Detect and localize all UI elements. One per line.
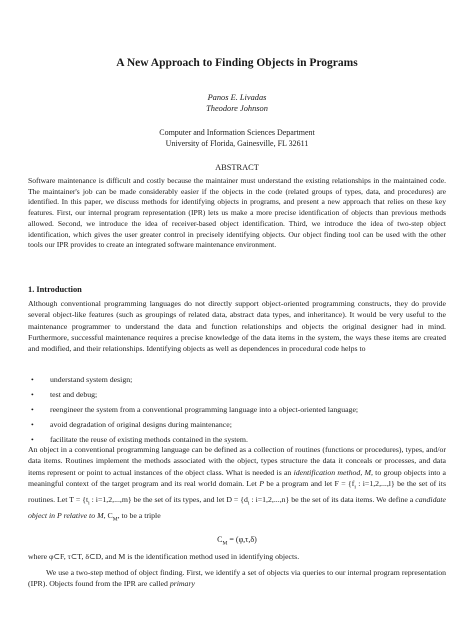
paragraph: where φ⊂F, τ⊂T, δ⊂D, and M is the identification method used in identifying objects. bbox=[28, 552, 300, 561]
author-name: Theodore Johnson bbox=[206, 104, 268, 113]
abstract-heading: ABSTRACT bbox=[215, 163, 259, 172]
abstract-text: Software maintenance is difficult and costly because the maintainer must understand the existing relationships in the maintained code. The maintainer's job can be made considerably easier if the objects in the code (related groups of types, data, and procedures) are identified. In this paper, we discuss methods for identifying objects in programs, and present a new approach that relies on these key features. First, our internal program representation (IPR) lets us make a more precise identification of objects than previous methods allowed. Second, we introduce the idea of receiver-based object identification. Third, we introduce the idea of two-step object identification, which gives the user greater control in precisely identifying objects. Our object finding tool can be used with the other tools our IPR provides to create an integrated software maintenance environment. bbox=[28, 176, 446, 250]
bullet-marker: • bbox=[31, 419, 34, 429]
paper-page bbox=[28, 0, 446, 630]
text-run: be a program and let F = {f bbox=[263, 478, 355, 488]
text-run: : i=1,2,...,l} be the set of its routines. Let T = {t bbox=[28, 478, 446, 504]
bullet-marker: • bbox=[31, 375, 34, 384]
text-run: C bbox=[105, 510, 113, 520]
list-item-text: avoid degradation of original designs during maintenance; bbox=[50, 419, 232, 429]
list-item bbox=[28, 404, 446, 415]
text-run: : i=1,2,...,m} be the set of its types, and let D = {d bbox=[89, 494, 248, 504]
list-item-text: reengineer the system from a conventional programming language into a object-oriented language; bbox=[50, 404, 359, 414]
list-item-text: facilitate the reuse of existing methods contained in the system. bbox=[50, 434, 248, 444]
author-list bbox=[28, 92, 446, 114]
bullet-marker: • bbox=[31, 434, 34, 444]
text-run: , to be a triple bbox=[117, 510, 161, 520]
affiliation-line: Computer and Information Sciences Department bbox=[159, 128, 315, 137]
list-item bbox=[28, 419, 446, 430]
formula-text: = (φ,τ,δ) bbox=[227, 535, 257, 544]
bullet-marker: • bbox=[31, 404, 34, 414]
intro-paragraph: Although conventional programming languages do not directly support object-oriented programming constructs, they do provide several object-like features (such as groupings of related data, abstract data types, and inheritance). It would be very useful to the maintenance programmer to understand the data and function relationships and objects the original designer had in mind. Furthermore, successful maintenance requires a precise knowledge of the data items in the system, the ways these items are created and modified, and their relationships. Identifying objects as well as dependences in procedural code helps to bbox=[28, 299, 446, 354]
formula-symbol: C bbox=[217, 535, 223, 544]
paragraph bbox=[28, 567, 446, 590]
text-run: We use a two-step method of object finding. First, we identify a set of objects via queries to our internal program representation (IPR). Objects found from the IPR are called bbox=[28, 568, 446, 589]
affiliation bbox=[28, 127, 446, 149]
list-item bbox=[28, 389, 446, 400]
list-item bbox=[28, 374, 446, 385]
list-item-text: understand system design; bbox=[50, 375, 133, 384]
author-name: Panos E. Livadas bbox=[207, 93, 267, 102]
text-run: to group objects into a meaningful context of the target program and its real world domain. Let bbox=[28, 467, 446, 488]
bullet-list bbox=[28, 374, 446, 448]
emphasis-text: primary bbox=[169, 579, 195, 589]
bullet-marker: • bbox=[31, 389, 34, 399]
formula: $C_M = (\varphi,\tau,\delta)$ bbox=[217, 535, 257, 547]
section-heading: 1. Introduction bbox=[28, 285, 82, 294]
definition-paragraph: An object in a conventional programming language can be defined as a collection of routines (functions or procedures), types, and/or data items. Routines implement the methods associated with the object, types structure the data it conceals or processes, and data items represent or point to actual instances of the object class. What is needed is an identification method, M, to group objects into a meaningful context of the target program and its real world domain. Let P be a program and let $F = \{f_i$ : i=1,2,...,l} be the set of its routines. Let $T = \{t_i$ : i=1,2,...,m} be the set of its types, and let $D = \{d_i$ : i=1,2,...,n} be the set of its data items. We define a candidate object in P relative to M, $C_M$, to be a triple bbox=[28, 445, 446, 523]
list-item-text: test and debug; bbox=[50, 389, 98, 399]
paper-title: A New Approach to Finding Objects in Programs bbox=[116, 57, 358, 69]
emphasis-text: P bbox=[259, 478, 264, 488]
emphasis-text: identification method, M, bbox=[293, 467, 373, 477]
emphasis-text: candidate object in P relative to M, bbox=[28, 494, 446, 520]
affiliation-line: University of Florida, Gainesville, FL 32611 bbox=[165, 139, 309, 148]
text-run: : i=1,2,...,n} be the set of its data items. We define a bbox=[249, 494, 416, 504]
text-run: An object in a conventional programming language can be defined as a collection of routines (functions or procedures), types, and/or data items. Routines implement the methods associated with the object, types structure the data it conceals or processes, and data items represent or point to actual instances of the object class. What is needed is an bbox=[28, 445, 446, 477]
